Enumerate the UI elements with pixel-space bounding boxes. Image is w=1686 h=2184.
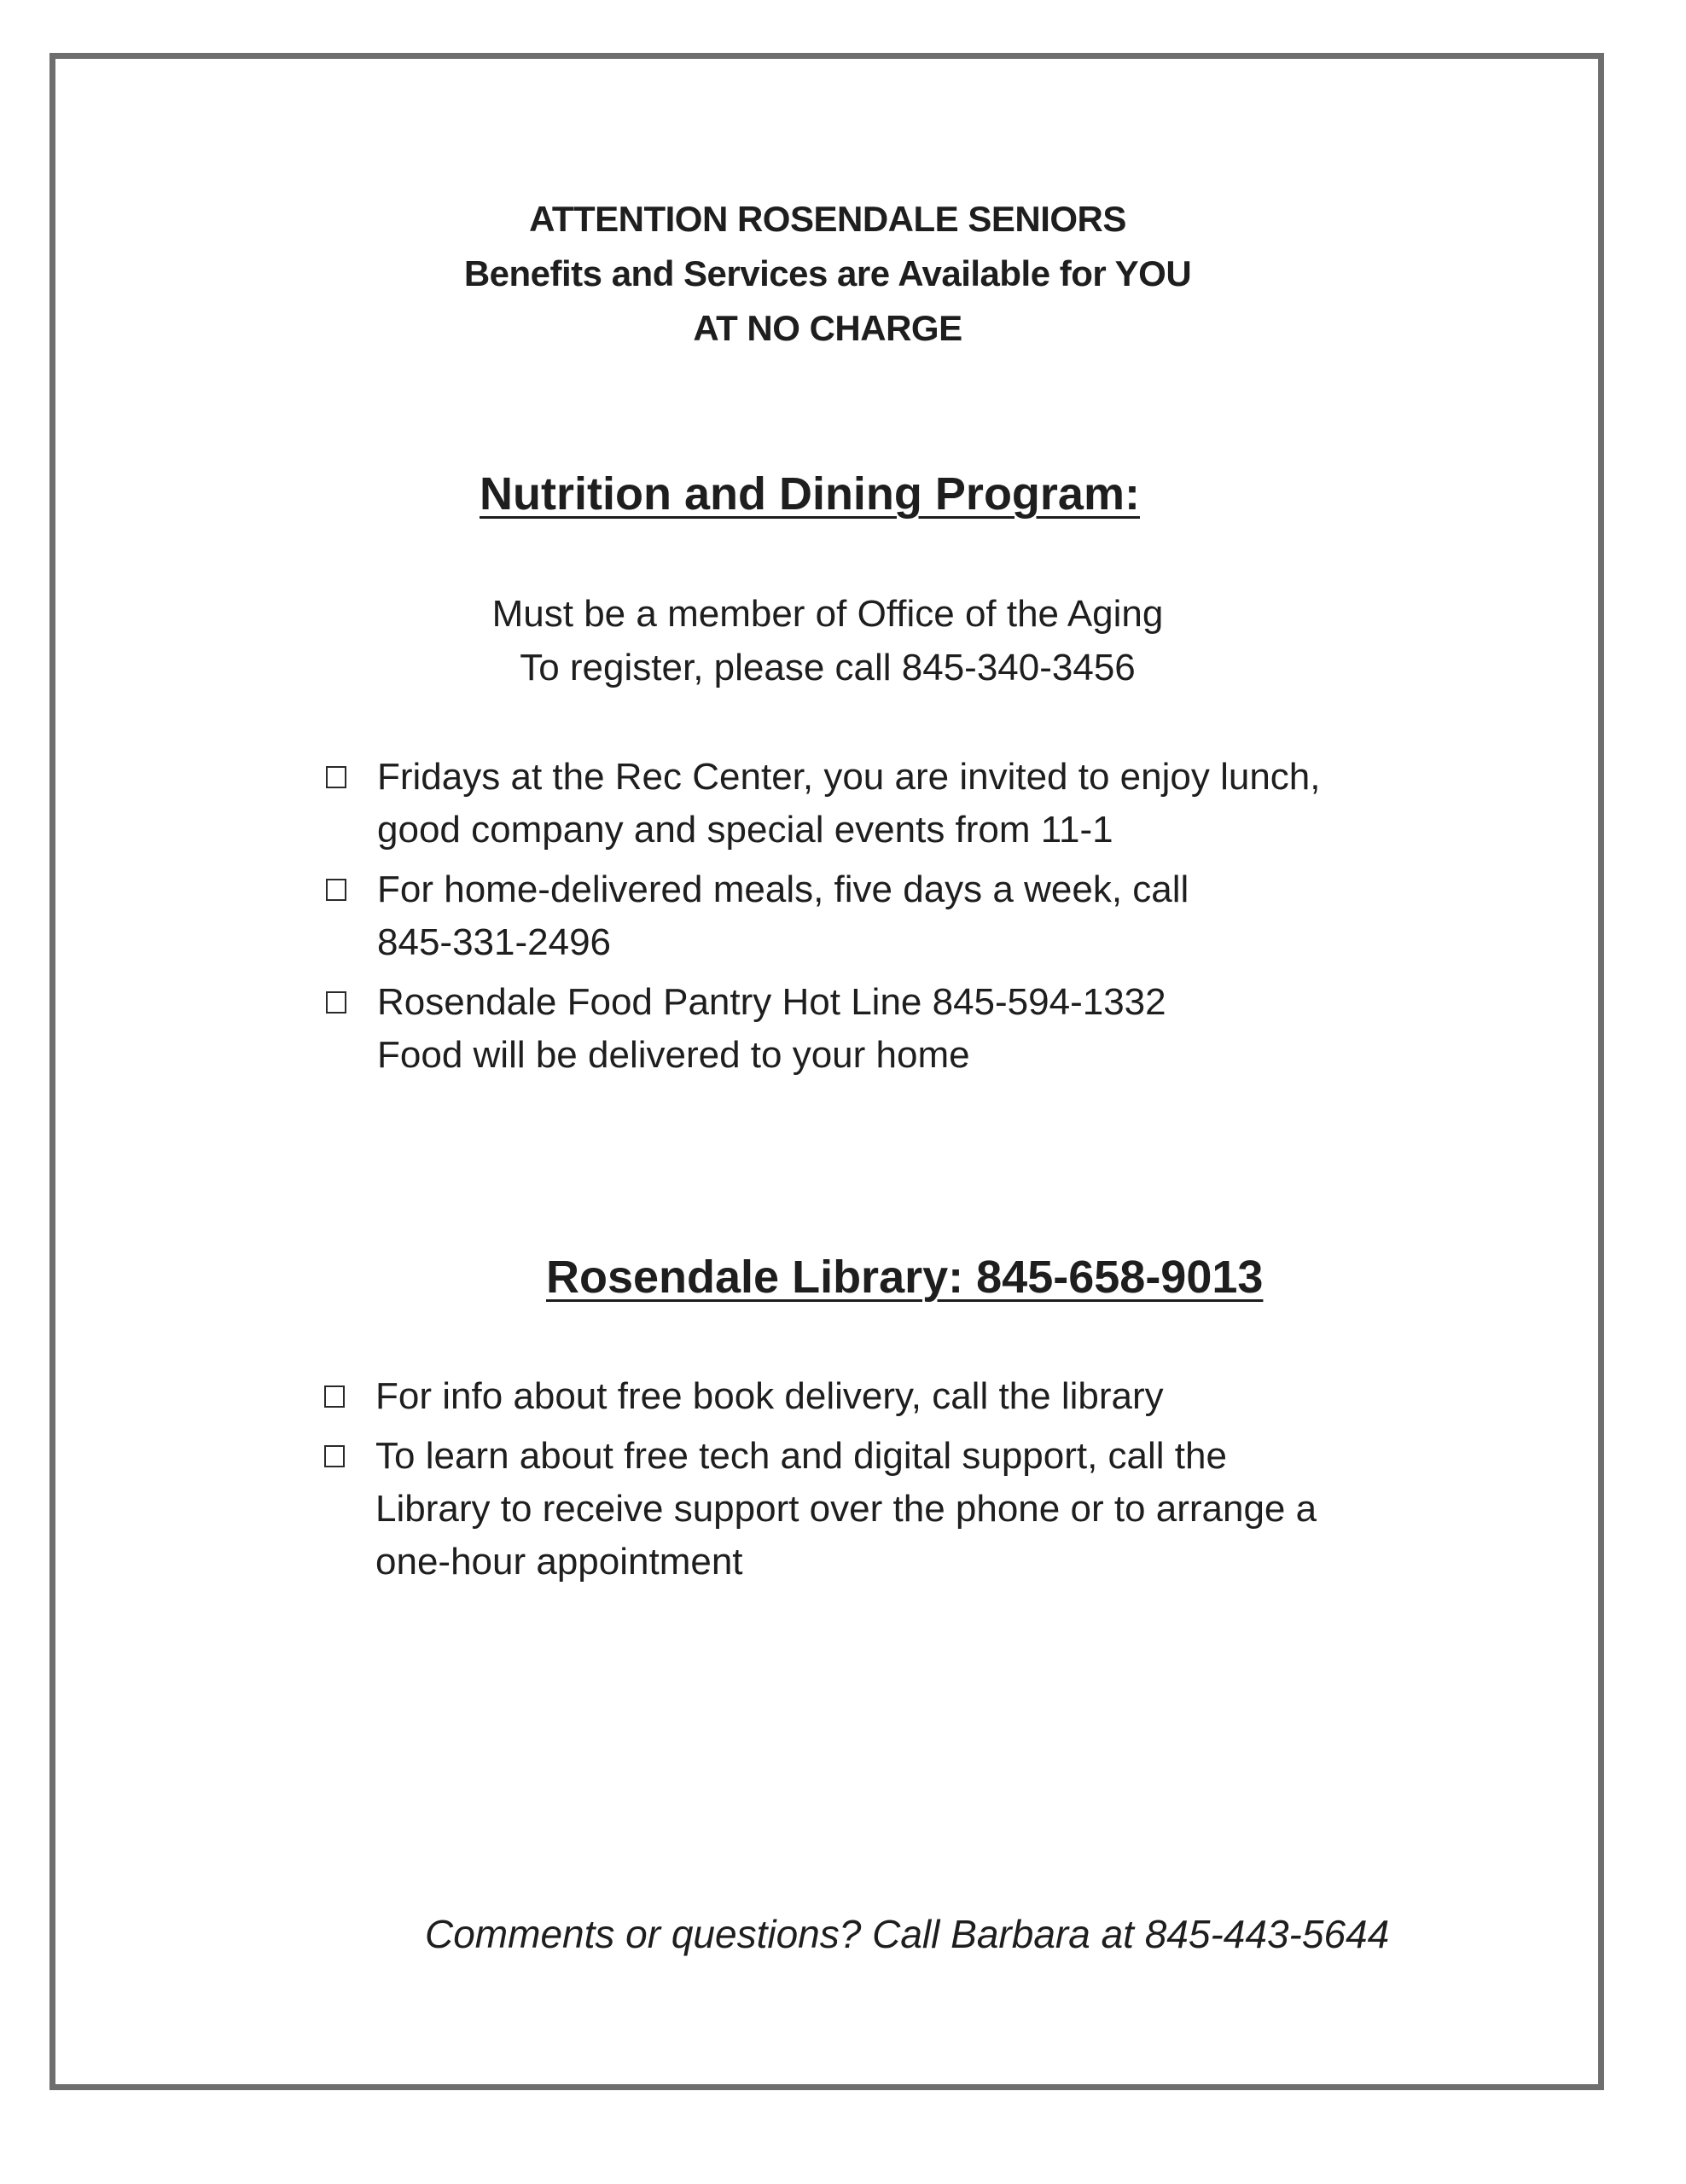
item-text-line: 845-331-2496 — [377, 921, 612, 963]
library-list — [323, 1370, 1432, 1595]
item-text-line: good company and special events from 11-1 — [377, 809, 1113, 851]
library-section-title: Rosendale Library: 845-658-9013 — [546, 1252, 1264, 1303]
item-text-line: Food will be delivered to your home — [377, 1034, 970, 1076]
nutrition-membership-note: Must be a member of Office of the Aging — [491, 593, 1164, 635]
flyer-header — [0, 192, 1655, 356]
checkbox-icon — [324, 1445, 345, 1467]
header-line-benefits: Benefits and Services are Available for YOU — [463, 253, 1192, 293]
item-text-line: For home-delivered meals, five days a week, call — [377, 868, 1189, 910]
item-text-line: To learn about free tech and digital support, call the — [375, 1435, 1227, 1477]
nutrition-item-home-meals — [324, 863, 1433, 969]
footer-contact: Comments or questions? Call Barbara at 845-443-5644 — [425, 1912, 1390, 1956]
item-text-line: Rosendale Food Pantry Hot Line 845-594-1332 — [377, 981, 1166, 1023]
item-text-line: Fridays at the Rec Center, you are invited to enjoy lunch, — [377, 756, 1321, 798]
item-text-line: For info about free book delivery, call the library — [375, 1375, 1164, 1417]
header-line-attention: ATTENTION ROSENDALE SENIORS — [529, 199, 1126, 239]
item-text-line: Library to receive support over the phone or to arrange a — [375, 1488, 1317, 1530]
nutrition-item-rec-center — [324, 751, 1433, 857]
nutrition-list — [324, 751, 1433, 1089]
library-item-tech-support — [323, 1430, 1432, 1589]
nutrition-item-food-pantry — [324, 976, 1433, 1082]
checkbox-icon — [326, 991, 346, 1014]
checkbox-icon — [326, 766, 346, 788]
nutrition-section-title: Nutrition and Dining Program: — [480, 468, 1140, 520]
item-text-line: one-hour appointment — [375, 1541, 743, 1583]
nutrition-register-note: To register, please call 845-340-3456 — [520, 647, 1136, 688]
header-line-no-charge: AT NO CHARGE — [693, 308, 962, 348]
library-item-book-delivery — [323, 1370, 1432, 1423]
nutrition-intro — [0, 587, 1655, 694]
checkbox-icon — [324, 1385, 345, 1408]
checkbox-icon — [326, 879, 346, 901]
